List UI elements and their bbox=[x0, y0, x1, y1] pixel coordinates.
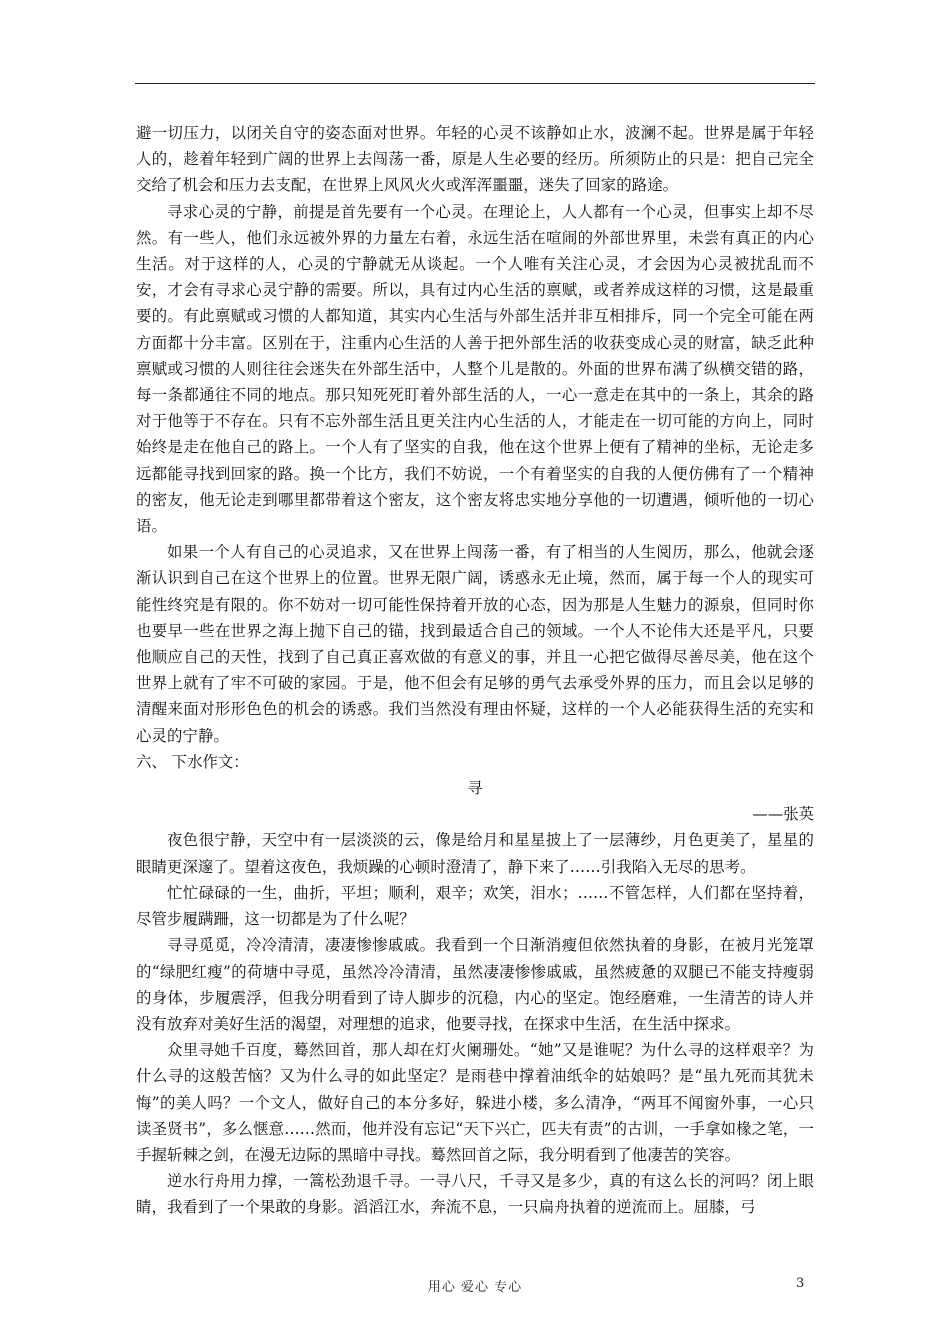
body-paragraph: 如果一个人有自己的心灵追求，又在世界上闯荡一番，有了相当的人生阅历，那么，他就会逐渐认识到自己在这个世界上的位置。世界无限广阔，诱惑永无止境，然而，属于每一个人的现实可能性终究是有限的。你不妨对一切可能性保持着开放的心态，因为那是人生魅力的源泉，但同时你也要早一些在世界之海上抛下自己的锚，找到最适合自己的领域。一个人不论伟大还是平凡，只要他顺应自己的天性，找到了自己真正喜欢做的有意义的事，并且一心把它做得尽善尽美，他在这个世界上就有了牢不可破的家园。于是，他不但会有足够的勇气去承受外界的压力，而且会以足够的清醒来面对形形色色的机会的诱惑。我们当然没有理由怀疑，这样的一个人必能获得生活的充实和心灵的宁静。 bbox=[136, 543, 814, 745]
page-number: 3 bbox=[796, 1276, 805, 1291]
essay-paragraph: 忙忙碌碌的一生，曲折，平坦；顺利，艰辛；欢笑，泪水；……不管怎样，人们都在坚持着，尽管步履蹒跚，这一切都是为了什么呢？ bbox=[136, 883, 814, 929]
essay-paragraph: 逆水行舟用力撑，一篙松劲退千寻。一寻八尺，千寻又是多少，真的有这么长的河吗？闭上眼睛，我看到了一个果敢的身影。滔滔江水，奔流不息，一只扁舟执着的逆流而上。屈膝，弓 bbox=[136, 1172, 814, 1217]
essay-title: 寻 bbox=[467, 779, 483, 798]
essay-paragraph: 夜色很宁静，天空中有一层淡淡的云，像是给月和星星披上了一层薄纱，月色更美了，星星的眼睛更深邃了。望着这夜色，我烦躁的心顿时澄清了，静下来了……引我陷入无尽的思考。 bbox=[136, 831, 814, 876]
body-paragraph-continued: 避一切压力，以闭关自守的姿态面对世界。年轻的心灵不该静如止水，波澜不起。世界是属于年轻人的，趁着年轻到广阔的世界上去闯荡一番，原是人生必要的经历。所须防止的只是：把自己完全交给了机会和压力去支配，在世界上风风火火或浑浑噩噩，迷失了回家的路途。 bbox=[136, 124, 814, 195]
body-paragraph: 寻求心灵的宁静，前提是首先要有一个心灵。在理论上，人人都有一个心灵，但事实上却不尽然。有一些人，他们永远被外界的力量左右着，永远生活在喧闹的外部世界里，未尝有真正的内心生活。对于这样的人，心灵的宁静就无从谈起。一个人唯有关注心灵，才会因为心灵被扰乱而不安，才会有寻求心灵宁静的需要。所以，具有过内心生活的禀赋，或者养成这样的习惯，这是最重要的。有此禀赋或习惯的人都知道，其实内心生活与外部生活并非互相排斥，同一个完全可能在两方面都十分丰富。区别在于，注重内心生活的人善于把外部生活的收获变成心灵的财富，缺乏此种禀赋或习惯的人则往往会迷失在外部生活中，人整个儿是散的。外面的世界布满了纵横交错的路，每一条都通往不同的地点。那只知死死盯着外部生活的人，一心一意走在其中的一条上，其余的路对于他等于不存在。只有不忘外部生活且更关注内心生活的人，才能走在一切可能的方向上，同时始终是走在他自己的路上。一个人有了坚实的自我，他在这个世界上便有了精神的坐标，无论走多远都能寻找到回家的路。换一个比方，我们不妨说，一个有着坚实的自我的人便仿佛有了一个精神的密友，他无论走到哪里都带着这个密友，这个密友将忠实地分享他的一切遭遇，倾听他的一切心语。 bbox=[136, 202, 814, 536]
essay-paragraph: 寻寻觅觅，冷冷清清，凄凄惨惨戚戚。我看到一个日渐消瘦但依然执着的身影，在被月光笼罩的“绿肥红瘦”的荷塘中寻觅，虽然冷冷清清，虽然凄凄惨惨戚戚，虽然疲惫的双腿已不能支持瘦弱的身体，步履震浮，但我分明看到了诗人脚步的沉稳，内心的坚定。饱经磨难，一生清苦的诗人并没有放弃对美好生活的渴望，对理想的追求，他要寻找，在探求中生活，在生活中探求。 bbox=[136, 936, 814, 1033]
page-content bbox=[136, 120, 814, 1221]
header-rule bbox=[135, 83, 815, 84]
section-heading: 六、 下水作文： bbox=[136, 752, 249, 771]
essay-paragraph: 众里寻她千百度，蓦然回首，那人却在灯火阑珊处。“她”又是谁呢？为什么寻的这样艰辛？为什么寻的这般苦恼？又为什么寻的如此坚定？是雨巷中撑着油纸伞的姑娘吗？是“虽九死而其犹未悔”的美人吗？一个文人，做好自己的本分多好，躲进小楼，多么清净，“两耳不闻窗外事，一心只读圣贤书”，多么惬意……然而，他并没有忘记“天下兴亡，匹夫有责”的古训，一手拿如椽之笔，一手握斩棘之剑，在漫无边际的黑暗中寻找。蓦然回首之际，我分明看到了他凄苦的笑容。 bbox=[136, 1041, 814, 1164]
footer-motto: 用心 爱心 专心 bbox=[427, 1280, 523, 1295]
essay-author: ——张英 bbox=[752, 805, 814, 824]
